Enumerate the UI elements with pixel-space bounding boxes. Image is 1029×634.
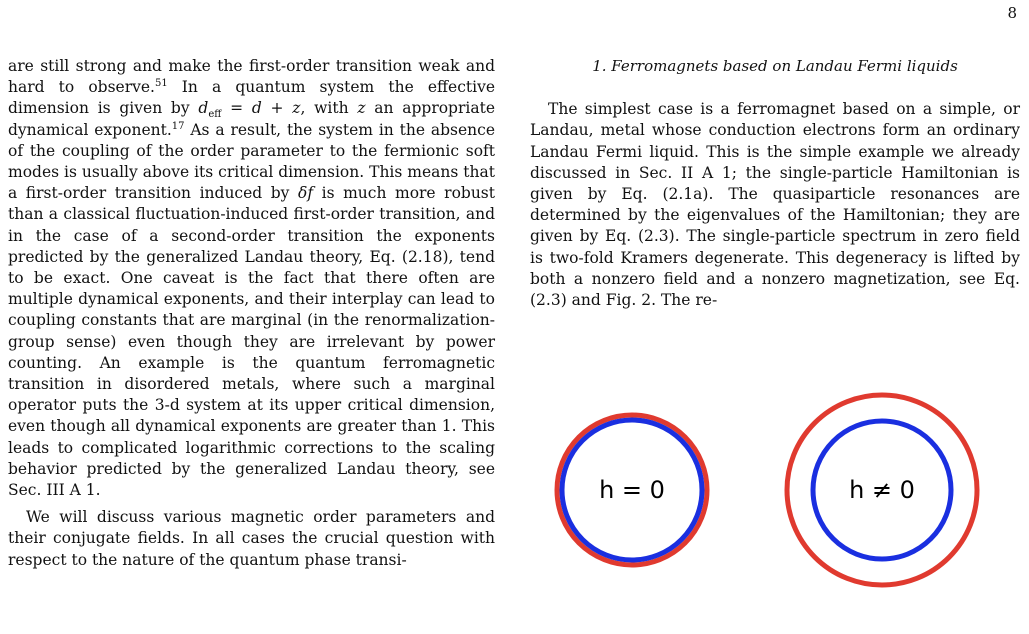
page-number: 8 bbox=[1007, 4, 1017, 22]
left-column bbox=[8, 56, 495, 577]
figure-2 bbox=[530, 392, 1020, 602]
left-label: h = 0 bbox=[599, 476, 665, 504]
left-paragraph-2: We will discuss various magnetic order parameters and their conjugate fields. In all cases the crucial question with respect to the nature of the quantum phase transi- bbox=[8, 508, 495, 569]
right-column bbox=[530, 56, 1020, 311]
left-paragraph-1: are still strong and make the first-order transition weak and hard to observe.$^{51}$ In a quantum system the effective dimension is given by $d_{eff} = d + z$, with z an appropriate dynamical exponent.$^{17}$ As a result, the system in the absence of the coupling of the order parameter to the fermionic soft modes is usually above its critical dimension. This means that a first-order transition induced by δf is much more robust than a classical fluctuation-induced first-order transition, and in the case of a second-order transition the exponents predicted by the generalized Landau theory, Eq. (2.18), tend to be exact. One caveat is the fact that there often are multiple dynamical exponents, and their interplay can lead to coupling constants that are marginal (in the renormalization-group sense) even though they are irrelevant by power counting. An example is the quantum ferromagnetic transition in disordered metals, where such a marginal operator puts the 3-d system at its upper critical dimension, even though all dynamical exponents are greater than 1. This leads to complicated logarithmic corrections to the scaling behavior predicted by the generalized Landau theory, see Sec. III A 1. bbox=[8, 57, 495, 500]
subsection-title: 1. Ferromagnets based on Landau Fermi liquids bbox=[592, 57, 958, 75]
right-label: h ≠ 0 bbox=[849, 476, 915, 504]
right-paragraph-1: The simplest case is a ferromagnet based on a simple, or Landau, metal whose conduction electrons form an ordinary Landau Fermi liquid. This is the simple example we already discussed in Sec. II A 1; the single-particle Hamiltonian is given by Eq. (2.1a). The quasiparticle resonances are determined by the eigenvalues of the Hamiltonian; they are given by Eq. (2.3). The single-particle spectrum in zero field is two-fold Kramers degenerate. This degeneracy is lifted by both a nonzero field and a nonzero magnetization, see Eq. (2.3) and Fig. 2. The re- bbox=[530, 100, 1020, 310]
fermi-surface-diagram bbox=[530, 392, 1020, 602]
